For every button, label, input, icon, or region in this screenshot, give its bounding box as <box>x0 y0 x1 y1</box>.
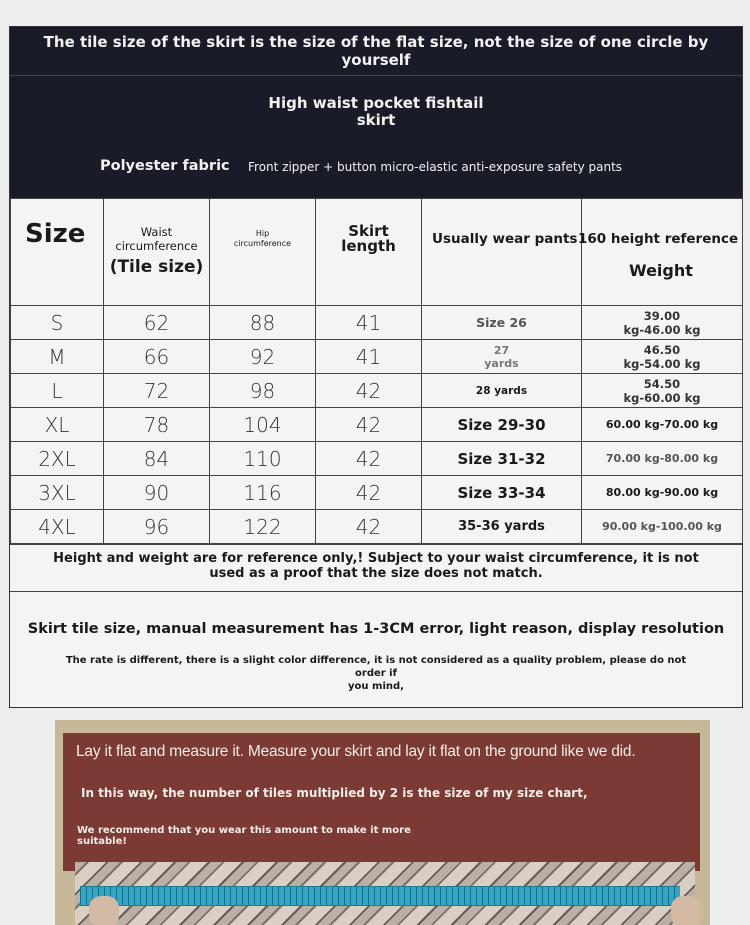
header-size <box>11 199 104 306</box>
weight-line: kg-60.00 kg <box>623 390 701 405</box>
product-banner <box>10 76 742 198</box>
length-cell: 42 <box>316 374 422 408</box>
length-cell: 42 <box>316 476 422 510</box>
pants-cell <box>422 340 582 374</box>
weight-line: 54.50 <box>643 376 681 391</box>
product-title-line2: skirt <box>356 111 396 129</box>
notice-text: The tile size of the skirt is the size of the flat size, not the size of one circle by yourself <box>43 33 709 69</box>
waist-cell: 62 <box>104 306 210 340</box>
length-cell: 42 <box>316 510 422 544</box>
pants-line: 27 <box>493 343 510 357</box>
measurement-photo <box>55 720 710 925</box>
product-title <box>10 95 742 129</box>
header-length-line1: Skirt <box>348 222 389 240</box>
pants-cell: 35-36 yards <box>422 510 582 544</box>
photo-caption-line1: Lay it flat and measure it. Measure your skirt and lay it flat on the ground like we did. <box>76 743 636 760</box>
hip-cell: 98 <box>210 374 316 408</box>
reference-note <box>10 544 742 592</box>
table-row <box>11 374 743 408</box>
measurement-error-title: Skirt tile size, manual measurement has 1-3CM error, light reason, display resolution <box>27 621 725 637</box>
length-cell: 41 <box>316 340 422 374</box>
weight-line: kg-54.00 kg <box>623 356 701 371</box>
length-cell: 42 <box>316 408 422 442</box>
weight-line: kg-46.00 kg <box>623 322 701 337</box>
measurement-body-line2: you mind, <box>348 681 404 692</box>
weight-line: 46.50 <box>643 342 681 357</box>
weight-cell: 80.00 kg-90.00 kg <box>582 476 743 510</box>
table-header-row <box>11 199 743 306</box>
length-cell: 42 <box>316 442 422 476</box>
header-hip-line2: circumference <box>233 239 292 248</box>
measurement-note <box>10 592 742 707</box>
reference-note-line1: Height and weight are for reference only,! Subject to your waist circumference, it is not <box>53 551 699 566</box>
waist-cell: 78 <box>104 408 210 442</box>
waist-cell: 96 <box>104 510 210 544</box>
waist-cell: 84 <box>104 442 210 476</box>
header-size-text: Size <box>25 219 86 249</box>
table-row <box>11 340 743 374</box>
hip-cell: 92 <box>210 340 316 374</box>
hip-cell: 88 <box>210 306 316 340</box>
pants-cell: Size 26 <box>422 306 582 340</box>
size-table <box>10 198 743 544</box>
photo-caption-overlay <box>63 733 700 871</box>
weight-cell: 60.00 kg-70.00 kg <box>582 408 743 442</box>
photo-caption-line2: In this way, the number of tiles multiplied by 2 is the size of my size chart, <box>81 786 588 800</box>
size-chart-frame <box>9 26 743 708</box>
measuring-tape <box>80 886 680 906</box>
size-cell: 2XL <box>11 442 104 476</box>
table-row <box>11 476 743 510</box>
table-row <box>11 408 743 442</box>
waist-cell: 90 <box>104 476 210 510</box>
pants-cell: 28 yards <box>422 374 582 408</box>
left-hand <box>89 896 119 925</box>
features-label: Front zipper + button micro-elastic anti-exposure safety pants <box>248 160 623 174</box>
size-cell: M <box>11 340 104 374</box>
header-waist-line2: circumference <box>115 239 198 253</box>
photo-caption-line3: We recommend that you wear this amount to make it more <box>77 825 411 836</box>
weight-cell <box>582 340 743 374</box>
header-waist-line3: (Tile size) <box>109 257 204 277</box>
header-hip <box>210 199 316 306</box>
size-cell: S <box>11 306 104 340</box>
weight-line: 39.00 <box>643 308 681 323</box>
fabric-label: Polyester fabric <box>100 158 230 174</box>
hip-cell: 104 <box>210 408 316 442</box>
pants-cell: Size 33-34 <box>422 476 582 510</box>
weight-cell: 90.00 kg-100.00 kg <box>582 510 743 544</box>
header-weight-ref: 160 height reference <box>578 231 739 247</box>
hip-cell: 110 <box>210 442 316 476</box>
weight-cell: 70.00 kg-80.00 kg <box>582 442 743 476</box>
size-cell: 3XL <box>11 476 104 510</box>
header-length <box>316 199 422 306</box>
table-row <box>11 306 743 340</box>
length-cell: 41 <box>316 306 422 340</box>
product-title-line1: High waist pocket fishtail <box>268 94 484 112</box>
header-waist <box>104 199 210 306</box>
size-cell: 4XL <box>11 510 104 544</box>
table-row <box>11 442 743 476</box>
header-weight: Weight <box>629 261 693 280</box>
right-hand <box>671 896 701 925</box>
pants-line: yards <box>484 356 519 370</box>
pants-cell: Size 31-32 <box>422 442 582 476</box>
hip-cell: 122 <box>210 510 316 544</box>
table-row <box>11 510 743 544</box>
flat-size-notice <box>10 27 742 76</box>
photo-caption-line4: suitable! <box>77 836 127 847</box>
weight-cell <box>582 306 743 340</box>
pants-cell: Size 29-30 <box>422 408 582 442</box>
header-pants-weight <box>422 199 743 306</box>
measurement-body-line1: The rate is different, there is a slight color difference, it is not considered as a quality problem, please do not order if <box>65 655 687 679</box>
header-hip-line1: Hip <box>255 229 270 238</box>
weight-cell <box>582 374 743 408</box>
size-cell: XL <box>11 408 104 442</box>
header-pants: Usually wear pants <box>432 231 578 247</box>
reference-note-line2: used as a proof that the size does not match. <box>209 566 543 581</box>
size-cell: L <box>11 374 104 408</box>
header-waist-line1: Waist <box>140 225 173 239</box>
hip-cell: 116 <box>210 476 316 510</box>
waist-cell: 72 <box>104 374 210 408</box>
waist-cell: 66 <box>104 340 210 374</box>
header-length-line2: length <box>341 237 396 255</box>
